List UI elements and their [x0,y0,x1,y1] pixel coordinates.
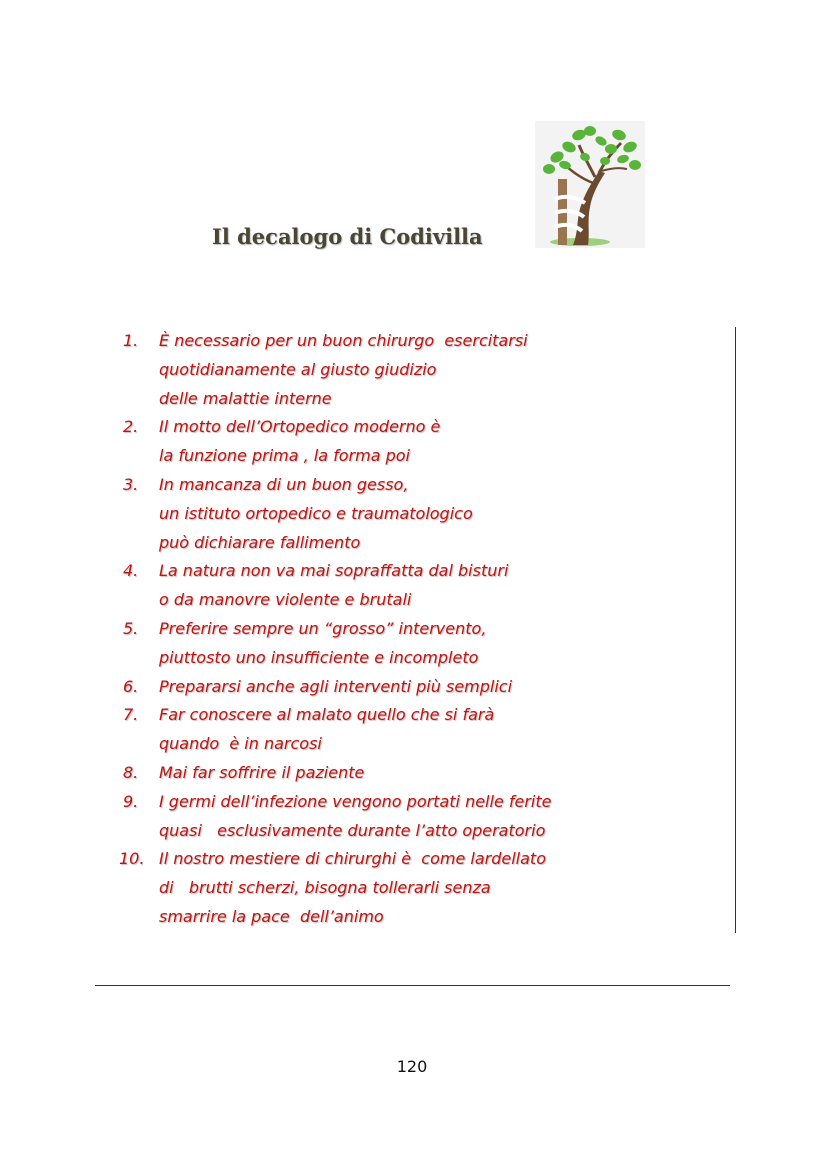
item-number: 9. [123,791,139,811]
decalogue-list [119,327,551,932]
item-text-line: quando è in narcosi [159,734,322,754]
list-item [119,413,551,471]
list-item [119,788,551,846]
item-text-line: può dichiarare fallimento [159,532,361,552]
item-number: 2. [123,417,139,437]
item-text-line: o da manovre violente e brutali [159,590,412,610]
item-text-line: È necessario per un buon chirurgo esercitarsi [159,331,528,350]
item-text-line: In mancanza di un buon gesso, [159,474,409,494]
item-text-line: Il motto dell’Ortopedico moderno è [159,417,441,437]
list-item [119,557,551,615]
item-text-line: la funzione prima , la forma poi [159,446,410,466]
item-text-line: La natura non va mai sopraffatta dal bisturi [159,561,509,581]
item-number: 3. [123,474,139,494]
item-text-line: I germi dell’infezione vengono portati nelle ferite [159,791,552,811]
item-text-line: piuttosto uno insufficiente e incompleto [159,647,479,667]
item-number: 10. [119,849,145,869]
list-item [119,327,551,413]
item-number: 8. [123,762,139,782]
horizontal-divider [95,985,730,986]
item-number: 7. [123,705,139,725]
item-text-line: Far conoscere al malato quello che si farà [159,705,495,725]
vertical-divider [735,327,736,933]
item-text-line: Preferire sempre un “grosso” intervento, [159,618,487,638]
item-text-line: Mai far soffrire il paziente [159,762,365,782]
list-item [119,471,551,557]
item-number: 4. [123,561,139,581]
item-text-line: di brutti scherzi, bisogna tollerarli senza [159,878,491,898]
item-text-line: quotidianamente al giusto giudizio [159,359,437,379]
page-number: 120 [396,1057,428,1076]
item-number: 1. [123,331,139,350]
list-item [119,701,551,759]
list-item [119,845,551,931]
item-text-line: un istituto ortopedico e traumatologico [159,503,473,523]
item-text-line: smarrire la pace dell’animo [159,906,384,926]
item-number: 5. [123,618,139,638]
item-text-line: Prepararsi anche agli interventi più semplici [159,676,513,696]
list-item [119,615,551,673]
item-text-line: Il nostro mestiere di chirurghi è come lardellato [159,849,546,869]
item-text-line: quasi esclusivamente durante l’atto operatorio [159,820,546,840]
item-number: 6. [123,676,139,696]
page-title: Il decalogo di Codivilla [212,224,483,249]
list-item [119,673,551,702]
list-item [119,759,551,788]
tree-logo-image [535,121,645,248]
item-text-line: delle malattie interne [159,388,332,408]
